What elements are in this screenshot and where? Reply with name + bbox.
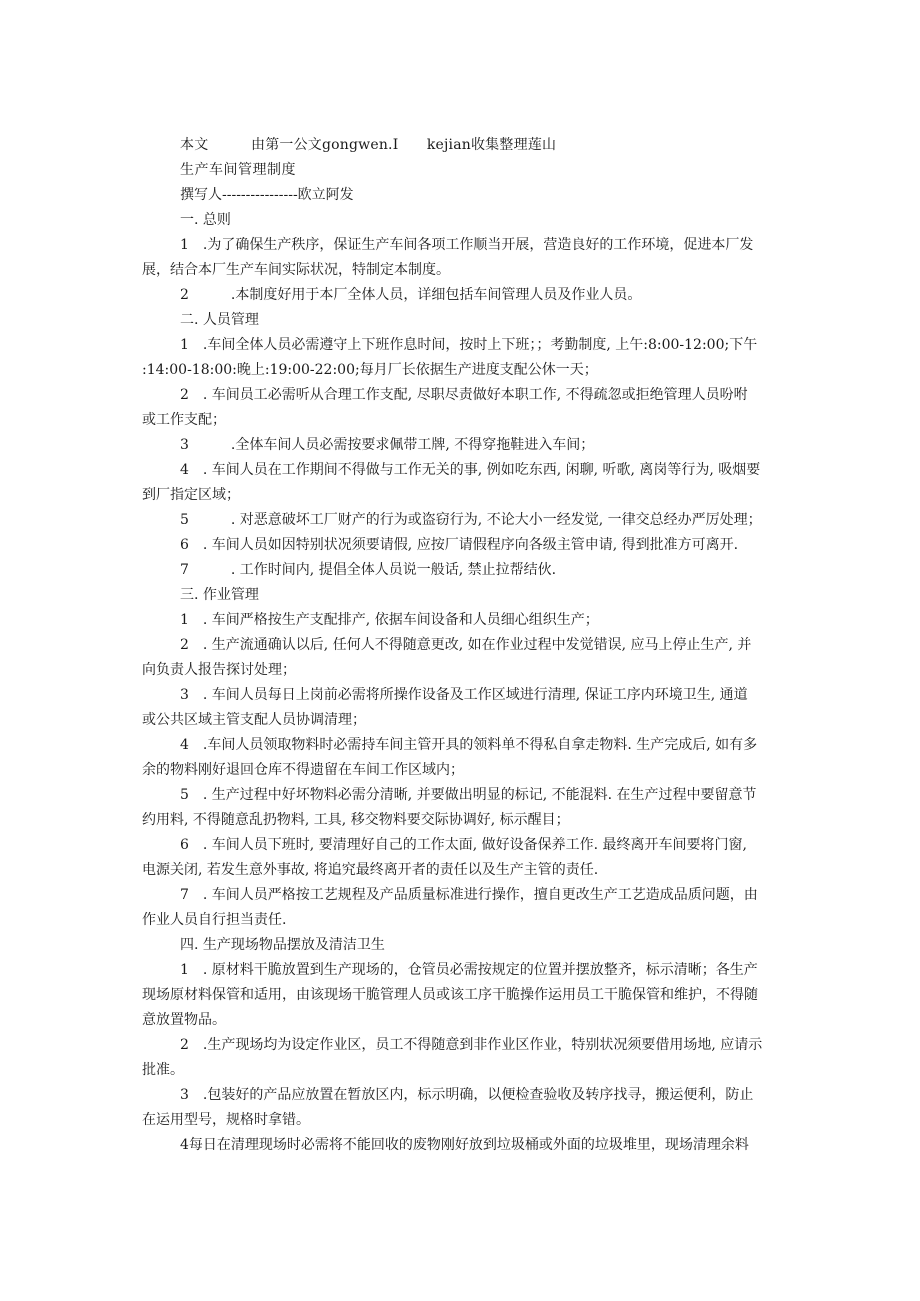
paragraph-first-line: 3 .包装好的产品应放置在暂放区内，标示明确，以便检查验收及转序找寻，搬运便利，防止 bbox=[180, 1087, 754, 1103]
paragraph-first-line: 6 . 车间人员如因特别状况须要请假, 应按厂请假程序向各级主管申请, 得到批准方可离开. bbox=[180, 537, 739, 553]
paragraph-first-line: 1 .为了确保生产秩序，保证生产车间各项工作顺当开展，营造良好的工作环境，促进本厂发 bbox=[180, 237, 754, 253]
paragraph-first-line: 2 .生产现场均为设定作业区，员工不得随意到非作业区作业，特别状况须要借用场地, 应请示 bbox=[180, 1037, 763, 1053]
paragraph-first-line: 1 . 车间严格按生产支配排产, 依据车间设备和人员细心组织生产； bbox=[180, 612, 599, 628]
paragraph-first-line: 4 . 车间人员在工作期间不得做与工作无关的事, 例如吃东西, 闲聊, 听歌, 离岗等行为, 吸烟要 bbox=[180, 462, 761, 478]
section-heading: 三. 作业管理 bbox=[180, 587, 259, 603]
paragraph-first-line: 5 . 对恶意破坏工厂财产的行为或盗窃行为, 不论大小一经发觉, 一律交总经办严厉处理； bbox=[180, 512, 762, 528]
document-title: 生产车间管理制度 bbox=[180, 162, 296, 178]
section-heading: 四. 生产现场物品摆放及清洁卫生 bbox=[180, 937, 385, 953]
paragraph-first-line: 4每日在清理现场时必需将不能回收的废物刚好放到垃圾桶或外面的垃圾堆里，现场清理余料 bbox=[180, 1137, 749, 1153]
paragraph-first-line: 2 . 生产流通确认以后, 任何人不得随意更改, 如在作业过程中发觉错误, 应马上停止生产, 并 bbox=[180, 637, 752, 653]
paragraph-continuation-line: 在运用型号，规格时拿错。 bbox=[142, 1112, 310, 1128]
paragraph-continuation-line: 批准。 bbox=[142, 1062, 184, 1078]
paragraph-continuation-line: 现场原材料保管和适用，由该现场干脆管理人员或该工序干脆操作运用员工干脆保管和维护，不得随 bbox=[142, 987, 758, 1003]
paragraph-first-line: 7 . 工作时间内, 提倡全体人员说一般话, 禁止拉帮结伙. bbox=[180, 562, 557, 578]
paragraph-first-line: 1 . 原材料干脆放置到生产现场的，仓管员必需按规定的位置并摆放整齐，标示清晰；各生产 bbox=[180, 962, 758, 978]
paragraph-first-line: 5 . 生产过程中好坏物料必需分清晰, 并要做出明显的标记, 不能混料. 在生产过程中要留意节 bbox=[180, 787, 757, 803]
paragraph-first-line: 4 .车间人员领取物料时必需持车间主管开具的领料单不得私自拿走物料. 生产完成后, 如有多 bbox=[180, 737, 758, 753]
paragraph-first-line: 3 .全体车间人员必需按要求佩带工牌, 不得穿拖鞋进入车间； bbox=[180, 437, 595, 453]
paragraph-continuation-line: 到厂指定区域； bbox=[142, 487, 240, 503]
paragraph-continuation-line: 向负责人报告探讨处理； bbox=[142, 662, 296, 678]
paragraph-first-line: 2 .本制度好用于本厂全体人员，详细包括车间管理人员及作业人员。 bbox=[180, 287, 642, 303]
paragraph-continuation-line: 展，结合本厂生产车间实际状况，特制定本制度。 bbox=[142, 262, 450, 278]
paragraph-continuation-line: :14:00-18:00:晚上:19:00-22:00;每月厂长依据生产进度支配公休一天； bbox=[142, 362, 598, 378]
paragraph-continuation-line: 约用料, 不得随意乱扔物料, 工具, 移交物料要交际协调好, 标示醒目； bbox=[142, 812, 570, 828]
paragraph-first-line: 2 . 车间员工必需听从合理工作支配, 尽职尽责做好本职工作, 不得疏忽或拒绝管理人员吩咐 bbox=[180, 387, 748, 403]
header-note: 本文 由第一公文gongwen.I kejian收集整理莲山 bbox=[180, 137, 557, 153]
section-heading: 二. 人员管理 bbox=[180, 312, 259, 328]
paragraph-continuation-line: 或工作支配； bbox=[142, 412, 226, 428]
paragraph-first-line: 6 . 车间人员下班时, 要清理好自己的工作太面, 做好设备保养工作. 最终离开车间要将门窗, bbox=[180, 837, 747, 853]
section-heading: 一. 总则 bbox=[180, 212, 231, 228]
paragraph-continuation-line: 余的物料刚好退回仓库不得遗留在车间工作区域内； bbox=[142, 762, 464, 778]
paragraph-continuation-line: 或公共区域主管支配人员协调清理； bbox=[142, 712, 366, 728]
paragraph-first-line: 3 . 车间人员每日上岗前必需将所操作设备及工作区域进行清理, 保证工序内环境卫生, 通道 bbox=[180, 687, 748, 703]
paragraph-first-line: 1 .车间全体人员必需遵守上下班作息时间，按时上下班；；考勤制度, 上午:8:00-12:00;下午 bbox=[180, 337, 758, 353]
paragraph-continuation-line: 作业人员自行担当责任. bbox=[142, 912, 287, 928]
author-line: 撰写人----------------欧立阿发 bbox=[180, 187, 354, 203]
paragraph-continuation-line: 意放置物品。 bbox=[142, 1012, 226, 1028]
paragraph-continuation-line: 电源关闭, 若发生意外事故, 将追究最终离开者的责任以及生产主管的责任. bbox=[142, 862, 599, 878]
paragraph-first-line: 7 . 车间人员严格按工艺规程及产品质量标准进行操作，擅自更改生产工艺造成品质问题，由 bbox=[180, 887, 758, 903]
document-body bbox=[142, 133, 785, 1158]
